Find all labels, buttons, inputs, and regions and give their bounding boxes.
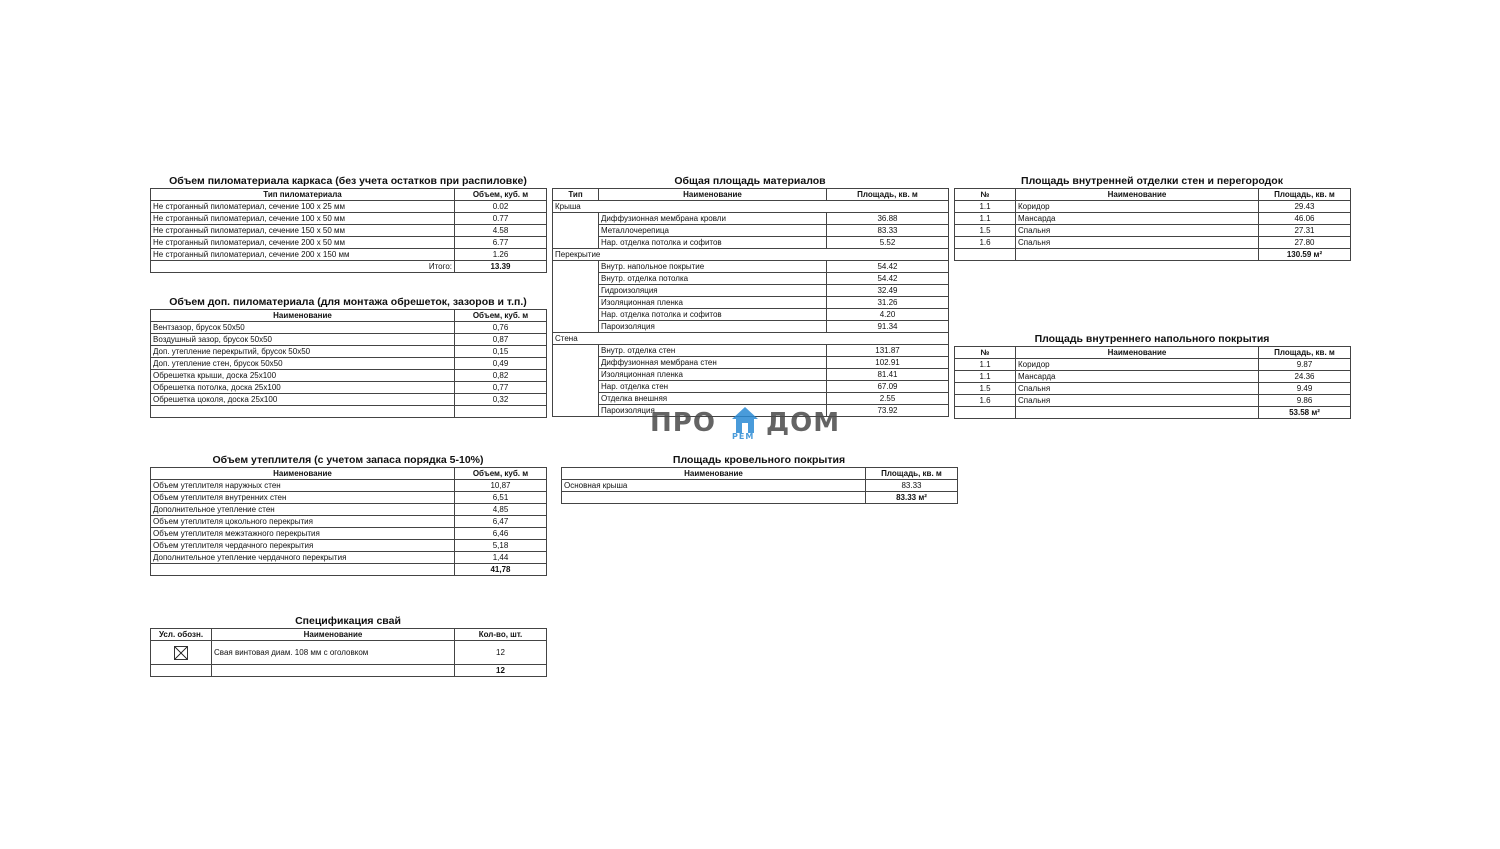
table-row (955, 237, 1351, 249)
row-value: 0.02 (455, 201, 547, 213)
row-value: 9.49 (1259, 383, 1351, 395)
total-value: 41,78 (455, 564, 547, 576)
total-row (955, 249, 1351, 261)
row-value: 0,15 (455, 346, 547, 358)
row-value: 36.88 (827, 213, 949, 225)
roof-area-block (561, 454, 957, 504)
frame-lumber-title: Объем пиломатериала каркаса (без учета остатков при распиловке) (169, 175, 527, 187)
col-header: № (955, 189, 1016, 201)
col-header: Объем, куб. м (455, 310, 547, 322)
table-row (151, 249, 547, 261)
insulation-title: Объем утеплителя (с учетом запаса порядка 5-10%) (212, 454, 484, 466)
group-row (553, 249, 949, 261)
col-header: Площадь, кв. м (1259, 347, 1351, 359)
row-value: 27.80 (1259, 237, 1351, 249)
row-value: 0,77 (455, 382, 547, 394)
row-name: Не строганный пиломатериал, сечение 200 х 150 мм (151, 249, 455, 261)
total-value: 130.59 м² (1259, 249, 1351, 261)
extra-lumber-title: Объем доп. пиломатериала (для монтажа обрешеток, зазоров и т.п.) (169, 296, 527, 308)
table-row (151, 358, 547, 370)
table-row (553, 273, 949, 285)
row-number: 1.6 (955, 395, 1016, 407)
col-header: Кол-во, шт. (455, 629, 547, 641)
col-header: Наименование (151, 310, 455, 322)
row-value: 54.42 (827, 261, 949, 273)
group-type: Перекрытие (553, 249, 949, 261)
materials-area-table (552, 188, 949, 417)
row-value: 73.92 (827, 405, 949, 417)
row-name: Объем утеплителя межэтажного перекрытия (151, 528, 455, 540)
table-row (151, 322, 547, 334)
roof-area-table (561, 467, 958, 504)
row-name: Не строганный пиломатериал, сечение 150 х 50 мм (151, 225, 455, 237)
table-row (151, 225, 547, 237)
row-name: Спальня (1016, 395, 1259, 407)
row-name: Обрешетка крыши, доска 25х100 (151, 370, 455, 382)
table-row (553, 285, 949, 297)
row-number: 1.1 (955, 201, 1016, 213)
row-value: 6,46 (455, 528, 547, 540)
row-number: 1.5 (955, 383, 1016, 395)
row-value: 83.33 (866, 480, 958, 492)
floor-area-block (954, 333, 1350, 419)
table-row (553, 321, 949, 333)
insulation-block (150, 454, 546, 576)
table-row (955, 395, 1351, 407)
extra-lumber-block (150, 296, 546, 418)
row-name: Мансарда (1016, 371, 1259, 383)
row-value: 131.87 (827, 345, 949, 357)
row-name: Обрешетка потолка, доска 25х100 (151, 382, 455, 394)
group-row (553, 201, 949, 213)
total-row (151, 665, 547, 677)
row-value: 2.55 (827, 393, 949, 405)
row-name: Объем утеплителя чердачного перекрытия (151, 540, 455, 552)
row-name: Спальня (1016, 383, 1259, 395)
col-header: Наименование (562, 468, 866, 480)
row-name: Не строганный пиломатериал, сечение 100 х 50 мм (151, 213, 455, 225)
row-value: 1.26 (455, 249, 547, 261)
table-row (955, 213, 1351, 225)
frame-lumber-table (150, 188, 547, 273)
table-row (553, 213, 949, 225)
table-row (151, 201, 547, 213)
row-name: Обрешетка цоколя, доска 25х100 (151, 394, 455, 406)
table-row (553, 381, 949, 393)
table-row (553, 345, 949, 357)
row-name: Отделка внешняя (599, 393, 827, 405)
row-value: 0,87 (455, 334, 547, 346)
table-row (151, 504, 547, 516)
row-name: Доп. утепление перекрытий, брусок 50х50 (151, 346, 455, 358)
row-value: 6.77 (455, 237, 547, 249)
col-header: Усл. обозн. (151, 629, 212, 641)
table-row (151, 480, 547, 492)
col-header: Объем, куб. м (455, 189, 547, 201)
row-value: 67.09 (827, 381, 949, 393)
col-header: Наименование (1016, 189, 1259, 201)
row-name: Свая винтовая диам. 108 мм с оголовком (212, 641, 455, 665)
row-value: 91.34 (827, 321, 949, 333)
watermark-subtext: РЕМ (732, 432, 755, 441)
table-row (553, 297, 949, 309)
watermark-text-right: ДОМ (766, 408, 841, 438)
row-name: Не строганный пиломатериал, сечение 200 х 50 мм (151, 237, 455, 249)
row-number: 1.6 (955, 237, 1016, 249)
table-row (151, 237, 547, 249)
table-row (151, 552, 547, 564)
walls-area-table (954, 188, 1351, 261)
row-number: 1.5 (955, 225, 1016, 237)
row-value: 6,47 (455, 516, 547, 528)
table-row (553, 237, 949, 249)
row-value: 1,44 (455, 552, 547, 564)
row-value: 46.06 (1259, 213, 1351, 225)
table-row (553, 225, 949, 237)
col-header: Тип (553, 189, 599, 201)
row-name: Изоляционная пленка (599, 369, 827, 381)
table-row (151, 516, 547, 528)
row-name: Гидроизоляция (599, 285, 827, 297)
total-row (151, 261, 547, 273)
piles-table (150, 628, 547, 677)
total-row (955, 407, 1351, 419)
row-name: Металлочерепица (599, 225, 827, 237)
row-name: Основная крыша (562, 480, 866, 492)
col-header: Тип пиломатериала (151, 189, 455, 201)
table-row (151, 540, 547, 552)
table-row (151, 382, 547, 394)
row-value: 29.43 (1259, 201, 1351, 213)
row-number: 1.1 (955, 359, 1016, 371)
row-value: 5.52 (827, 237, 949, 249)
col-header: Площадь, кв. м (827, 189, 949, 201)
row-value: 54.42 (827, 273, 949, 285)
total-value: 83.33 м² (866, 492, 958, 504)
total-value: 12 (455, 665, 547, 677)
row-value: 24.36 (1259, 371, 1351, 383)
row-value: 10,87 (455, 480, 547, 492)
watermark-text-left: ПРО (650, 408, 716, 438)
row-value: 0,49 (455, 358, 547, 370)
table-row (553, 261, 949, 273)
col-header: Наименование (212, 629, 455, 641)
materials-area-block (552, 175, 948, 417)
table-row (955, 201, 1351, 213)
pile-symbol-icon (174, 646, 188, 660)
table-row (955, 371, 1351, 383)
row-name: Доп. утепление стен, брусок 50х50 (151, 358, 455, 370)
row-value: 83.33 (827, 225, 949, 237)
row-name: Изоляционная пленка (599, 297, 827, 309)
row-name: Воздушный зазор, брусок 50х50 (151, 334, 455, 346)
row-name: Спальня (1016, 225, 1259, 237)
table-row (151, 394, 547, 406)
row-value: 32.49 (827, 285, 949, 297)
group-type: Стена (553, 333, 949, 345)
row-name: Нар. отделка потолка и софитов (599, 309, 827, 321)
row-value: 6,51 (455, 492, 547, 504)
row-name: Объем утеплителя цокольного перекрытия (151, 516, 455, 528)
row-name: Дополнительное утепление чердачного перекрытия (151, 552, 455, 564)
row-value: 4,85 (455, 504, 547, 516)
total-label: Итого: (151, 261, 455, 273)
table-row (562, 480, 958, 492)
row-name: Внутр. отделка потолка (599, 273, 827, 285)
total-value: 53.58 м² (1259, 407, 1351, 419)
row-name: Внутр. напольное покрытие (599, 261, 827, 273)
row-value: 27.31 (1259, 225, 1351, 237)
row-name: Пароизоляция (599, 405, 827, 417)
roof-area-title: Площадь кровельного покрытия (672, 454, 846, 466)
row-name: Внутр. отделка стен (599, 345, 827, 357)
col-header: Площадь, кв. м (866, 468, 958, 480)
empty-row (151, 406, 547, 418)
materials-area-title: Общая площадь материалов (674, 175, 826, 187)
total-value: 13.39 (455, 261, 547, 273)
row-value: 9.86 (1259, 395, 1351, 407)
col-header: Наименование (1016, 347, 1259, 359)
table-row (955, 383, 1351, 395)
col-header: Площадь, кв. м (1259, 189, 1351, 201)
row-name: Диффузионная мембрана стен (599, 357, 827, 369)
group-type: Крыша (553, 201, 949, 213)
row-name: Коридор (1016, 359, 1259, 371)
col-header: Наименование (599, 189, 827, 201)
row-value: 9.87 (1259, 359, 1351, 371)
row-value: 12 (455, 641, 547, 665)
row-name: Коридор (1016, 201, 1259, 213)
table-row (151, 213, 547, 225)
row-name: Вентзазор, брусок 50х50 (151, 322, 455, 334)
row-name: Спальня (1016, 237, 1259, 249)
table-row (553, 369, 949, 381)
row-value: 81.41 (827, 369, 949, 381)
table-row (151, 370, 547, 382)
row-number: 1.1 (955, 213, 1016, 225)
row-name: Диффузионная мембрана кровли (599, 213, 827, 225)
watermark-logo (650, 402, 850, 444)
table-row (151, 641, 547, 665)
row-value: 5,18 (455, 540, 547, 552)
col-header: Объем, куб. м (455, 468, 547, 480)
table-row (553, 357, 949, 369)
col-header: № (955, 347, 1016, 359)
extra-lumber-table (150, 309, 547, 418)
row-name: Мансарда (1016, 213, 1259, 225)
row-value: 0,76 (455, 322, 547, 334)
row-value: 102.91 (827, 357, 949, 369)
row-name: Пароизоляция (599, 321, 827, 333)
floor-area-title: Площадь внутреннего напольного покрытия (1034, 333, 1270, 345)
walls-area-title: Площадь внутренней отделки стен и перегородок (1021, 175, 1283, 187)
row-value: 0,32 (455, 394, 547, 406)
row-value: 4.58 (455, 225, 547, 237)
insulation-table (150, 467, 547, 576)
row-name: Объем утеплителя наружных стен (151, 480, 455, 492)
row-name: Нар. отделка стен (599, 381, 827, 393)
group-row (553, 333, 949, 345)
table-row (151, 528, 547, 540)
row-value: 0.77 (455, 213, 547, 225)
table-row (151, 492, 547, 504)
table-row (553, 309, 949, 321)
piles-block (150, 615, 546, 677)
frame-lumber-block (150, 175, 546, 273)
row-name: Объем утеплителя внутренних стен (151, 492, 455, 504)
col-header: Наименование (151, 468, 455, 480)
piles-title: Спецификация свай (295, 615, 401, 627)
row-name: Не строганный пиломатериал, сечение 100 х 25 мм (151, 201, 455, 213)
table-row (151, 334, 547, 346)
table-row (151, 346, 547, 358)
row-value: 4.20 (827, 309, 949, 321)
walls-area-block (954, 175, 1350, 261)
row-number: 1.1 (955, 371, 1016, 383)
total-row (562, 492, 958, 504)
row-name: Нар. отделка потолка и софитов (599, 237, 827, 249)
floor-area-table (954, 346, 1351, 419)
row-value: 0,82 (455, 370, 547, 382)
row-name: Дополнительное утепление стен (151, 504, 455, 516)
row-value: 31.26 (827, 297, 949, 309)
table-row (955, 225, 1351, 237)
total-row (151, 564, 547, 576)
table-row (955, 359, 1351, 371)
